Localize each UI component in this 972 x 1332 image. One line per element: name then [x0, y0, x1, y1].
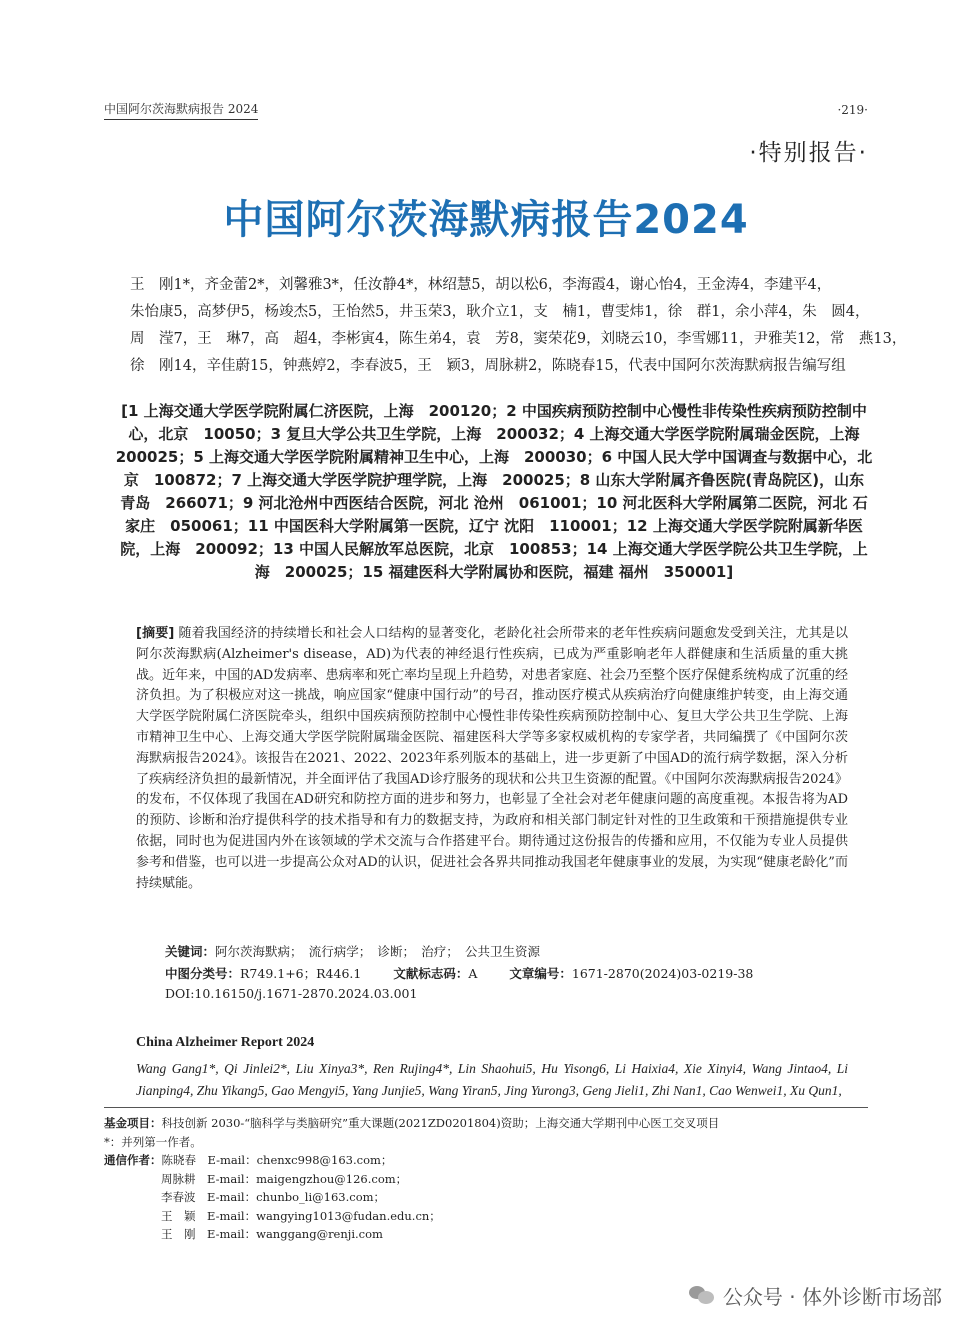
- author-line: 周 滢7，王 琳7，高 超4，李彬寅4，陈生弟4，袁 芳8，窦荣花9，刘晓云10，李雪娜11，尹雅芙12，常 燕13，: [130, 331, 907, 347]
- abstract-text: 随着我国经济的持续增长和社会人口结构的显著变化，老龄化社会所带来的老年性疾病问题愈发受到关注，尤其是以阿尔茨海默病(Alzheimer's disease，AD)为代表的神经退行性疾病，已成为严重影响老年人群健康和生活质量的重大挑战。近年来，中国的AD发病率、患病率和死亡率均呈现上升趋势，对患者家庭、社会乃至整个医疗保健系统构成了沉重的经济负担。为了积极应对这一挑战，响应国家“健康中国行动”的号召，推动医疗模式从疾病治疗向健康维护转变，由上海交通大学医学院附属仁济医院牵头，组织中国疾病预防控制中心慢性非传染性疾病预防控制中心、复旦大学公共卫生学院、上海市精神卫生中心、上海交通大学医学院附属瑞金医院、福建医科大学等多家权威机构的专家学者，共同编撰了《中国阿尔茨海默病报告2024》。该报告在2021、2022、2023年系列版本的基础上，进一步更新了中国AD的流行病学数据，深入分析了疾病经济负担的最新情况，并全面评估了我国AD诊疗服务的现状和公共卫生资源的配置。《中国阿尔茨海默病报告2024》的发布，不仅体现了我国在AD研究和防控方面的进步和努力，也彰显了全社会对老年健康问题的高度重视。本报告将为AD的预防、诊断和治疗提供科学的技术指导和有力的数据支持，为政府和相关部门制定针对性的卫生政策和干预措施提供专业依据，同时也为促进国内外在该领域的学术交流与合作搭建平台。期待通过这份报告的传播和应用，不仅能为专业人员提供参考和借鉴，也可以进一步提高公众对AD的认识，促进社会各界共同推动我国老年健康事业的发展，为实现“健康老龄化”而持续赋能。: [136, 626, 848, 891]
- footnote-rule: [104, 1107, 868, 1108]
- page-number: ·219·: [837, 103, 868, 117]
- article-title: 中国阿尔茨海默病报告2024: [223, 197, 749, 243]
- keywords: [165, 942, 855, 960]
- fund-note: [104, 1114, 868, 1133]
- section-label: ·特别报告·: [749, 140, 868, 166]
- contact-line: 李春波 E-mail：chunbo_li@163.com；: [161, 1190, 386, 1204]
- abstract-label: [摘要]: [136, 626, 175, 641]
- fund-label: 基金项目：: [104, 1116, 162, 1130]
- english-title: China Alzheimer Report 2024: [136, 1035, 315, 1050]
- author-line: 王 刚1*，齐金蕾2*，刘馨雅3*，任汝静4*，林绍慧5，胡以松6，李海霞4，谢心怡4，王金涛4，李建平4，: [130, 277, 832, 293]
- fund-text: 科技创新 2030-“脑科学与类脑研究”重大课题(2021ZD0201804)资助；上海交通大学期刊中心医工交叉项目: [161, 1116, 720, 1130]
- watermark-text: 公众号 · 体外诊断市场部: [722, 1284, 942, 1309]
- clc-value: R749.1+6；R446.1: [240, 966, 362, 981]
- clc-label: 中图分类号：: [165, 966, 241, 981]
- contact-line: 周脉耕 E-mail：maigengzhou@126.com；: [161, 1171, 408, 1186]
- abstract: [136, 624, 848, 894]
- article-no-label: 文章编号：: [509, 966, 572, 981]
- doc-code-value: A: [468, 966, 478, 981]
- contact-line: 陈晓春 E-mail：chenxc998@163.com；: [161, 1153, 393, 1167]
- doi: DOI:10.16150/j.1671-2870.2024.03.001: [165, 986, 418, 1001]
- chat-bubble-icon: [689, 1284, 715, 1306]
- running-head: 中国阿尔茨海默病报告 2024: [104, 100, 258, 120]
- keywords-label: 关键词：: [165, 944, 216, 959]
- equal-contrib-note: *：并列第一作者。: [104, 1134, 202, 1149]
- article-no-value: 1671-2870(2024)03-0219-38: [571, 966, 754, 981]
- footnotes: [104, 1114, 868, 1244]
- author-line: 徐 刚14，辛佳蔚15，钟燕婷2，李春波5，王 颖3，周脉耕2，陈晓春15，代表中国阿尔茨海默病报告编写组: [130, 358, 846, 374]
- watermark: [689, 1282, 942, 1308]
- corresponding-note: [104, 1151, 868, 1170]
- author-list: [130, 272, 907, 380]
- doc-code-label: 文献标志码：: [393, 966, 469, 981]
- contact-line: 王 颖 E-mail：wangying1013@fudan.edu.cn；: [161, 1208, 441, 1223]
- affiliations: [1 上海交通大学医学院附属仁济医院，上海 200120；2 中国疾病预防控制中心慢性非传染性疾病预防控制中心，北京 10050；3 复旦大学公共卫生学院，上海 200032；4 上海交通大学医学院附属瑞金医院，上海 200025；5 上海交通大学医学院附属精神卫生中心，上海 200030；6 中国人民大学中国调查与数据中心，北京 100872；7 上海交通大学医学院护理学院，上海 200025；8 山东大学附属齐鲁医院(青岛院区)，山东 青岛 266071；9 河北沧州中西医结合医院，河北 沧州 061001；10 河北医科大学附属第二医院，河北 石家庄 050061；11 中国医科大学附属第一医院，辽宁 沈阳 110001；12 上海交通大学医学院附属新华医院，上海 200092；13 中国人民解放军总医院，北京 100853；14 上海交通大学医学院公共卫生学院，上海 200025；15 福建医科大学附属协和医院，福建 福州 350001]: [115, 402, 875, 581]
- contact-line: 王 刚 E-mail：wanggang@renji.com: [161, 1227, 383, 1241]
- corresponding-label: 通信作者：: [104, 1153, 162, 1167]
- english-authors: Wang Gang1*, Qi Jinlei2*, Liu Xinya3*, Ren Rujing4*, Lin Shaohui5, Hu Yisong6, Li Haixia4, Xie Xinyi4, Wang Jintao4, Li Jianping4, Zhu Yikang5, Gao Mengyi5, Yang Junjie5, Wang Yiran5, Jing Yurong3, Geng Jieli1, Zhi Nan1, Cao Wenwei1, Xu Qun1,: [136, 1061, 848, 1098]
- author-line: 朱怡康5，高梦伊5，杨竣杰5，王怡然5，井玉荣3，耿介立1，支 楠1，曹雯炜1，徐 群1，余小萍4，朱 圆4，: [130, 304, 870, 320]
- keywords-text: 阿尔茨海默病； 流行病学； 诊断； 治疗； 公共卫生资源: [215, 944, 541, 959]
- classification-line: [165, 964, 855, 982]
